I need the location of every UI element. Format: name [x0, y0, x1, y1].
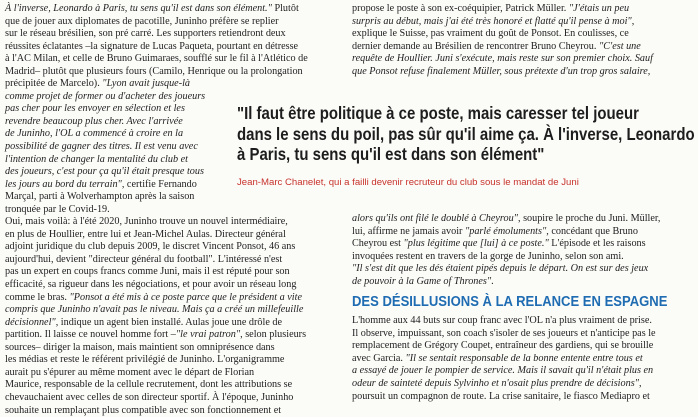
- text-line: [5, 66, 339, 79]
- text-line: [352, 66, 694, 79]
- text-line: [352, 315, 694, 328]
- text-span: comme le bras.: [5, 292, 70, 303]
- text-span: aurait pu s'épurer au même moment avec le départ de Florian: [5, 367, 254, 378]
- text-span: remplacement de Grégory Coupet, entraîneur des gardiens, qui se brouille: [352, 340, 653, 351]
- text-span: Il observe, impuissant, son coach s'isoler de ses joueurs et n'anticipe pas le: [352, 328, 656, 339]
- text-span: souhaite un remplaçant plus compatible avec son fonctionnement et: [5, 405, 281, 416]
- text-line: [5, 28, 339, 41]
- text-span: , selon plusieurs: [240, 329, 306, 340]
- text-line: [5, 354, 339, 367]
- text-line: [352, 263, 694, 276]
- text-span: , certifie Fernando: [122, 179, 197, 190]
- pull-quote: [229, 101, 694, 207]
- text-line: [352, 365, 694, 378]
- right-column-top: [352, 3, 694, 78]
- text-line: [5, 254, 339, 267]
- quote-span: surpris au début, mais j'ai été très honoré et flatté qu'il pense à moi": [352, 16, 632, 27]
- text-line: [5, 392, 339, 405]
- quote-span: "le vrai patron": [176, 329, 240, 340]
- text-span: avec Garcia.: [352, 353, 405, 364]
- text-line: [352, 328, 694, 341]
- text-span: réussites éclatantes –la signature de Lucas Paqueta, pourtant en détresse: [5, 41, 298, 52]
- text-line: [5, 16, 339, 29]
- text-line: [5, 279, 339, 292]
- quote-span: les jours au bord du terrain": [5, 179, 122, 190]
- text-line: [352, 276, 694, 289]
- text-line: [5, 3, 339, 16]
- text-line: [5, 367, 339, 380]
- quote-span: À l'inverse, Leonardo à Paris, tu sens qu'il est dans son élément.": [5, 3, 272, 14]
- text-span: partition. Il laisse ce nouvel homme fort –: [5, 329, 176, 340]
- text-line: [5, 53, 339, 66]
- quote-span: alors qu'ils ont filé le doublé à Cheyrou": [352, 213, 518, 224]
- text-span: efficacité, sa rigueur dans les négociations, et pour avoir un réseau long: [5, 279, 296, 290]
- text-line: [5, 241, 339, 254]
- text-span: les médias et reste le référent privilégié de Juninho. L'organigramme: [5, 354, 284, 365]
- text-line: [352, 378, 694, 391]
- text-span: Maurice, responsable de la cellule recrutement, dont les attributions se: [5, 379, 292, 390]
- quote-span: "plus légitime que [lui] à ce poste.": [404, 238, 549, 249]
- text-line: [352, 16, 694, 29]
- right-column-bottom: [352, 213, 694, 403]
- text-span: sources– diriger la maison, mais maintient son omniprésence dans: [5, 342, 275, 353]
- text-line: [352, 391, 694, 404]
- text-line: [5, 379, 339, 392]
- quote-span: "Ponsot a été mis à ce poste parce que le président a vite: [70, 292, 303, 303]
- text-line: [352, 213, 694, 226]
- text-span: invoquées restent en travers de la gorge de Juninho, selon son ami.: [352, 251, 624, 262]
- text-span: Plutôt: [272, 3, 299, 14]
- quote-span: "Il s'est dit que les dés étaient pipés depuis le départ. On est sur des jeux: [352, 263, 648, 274]
- text-line: [352, 41, 694, 54]
- text-line: [5, 292, 339, 305]
- text-span: à l'AC Milan, et celle de Bruno Guimaraes, soufflé sur le fil à l'Atlético de: [5, 53, 308, 64]
- text-span: aujourd'hui, devient "directeur général du football". L'intéressé n'est: [5, 254, 282, 265]
- text-line: [352, 28, 694, 41]
- quote-span: compris que Juninho n'avait pas le niveau. Mais ça a créé un millefeuille: [5, 304, 303, 315]
- text-span: sur le réseau brésilien, son pré carré. Les supporters retiendront deux: [5, 28, 286, 39]
- text-span: Oui, mais voilà: à l'été 2020, Juninho trouve un nouvel intermédiaire,: [5, 216, 288, 227]
- text-span: , indique un agent bien installé. Aulas joue une drôle de: [56, 317, 282, 328]
- text-line: [5, 405, 339, 417]
- pull-quote-credit: Jean-Marc Chanelet, qui a failli devenir recruteur du club sous le mandat de Juni: [237, 177, 579, 188]
- text-line: [352, 340, 694, 353]
- text-line: [352, 353, 694, 366]
- text-line: [352, 53, 694, 66]
- quote-span: que Ponsot refuse finalement Müller, sous prétexte d'un trop gros salaire,: [352, 66, 650, 77]
- text-line: [5, 78, 339, 91]
- text-span: , soupire le proche du Juni. Müller,: [518, 213, 660, 224]
- quote-span: "C'est une: [599, 41, 641, 52]
- text-line: [5, 342, 339, 355]
- pull-quote-text: [237, 103, 628, 165]
- text-span: explique le Suisse, pas vraiment du goût de Ponsot. En coulisses, ce: [352, 28, 629, 39]
- text-span: lui, affirme ne jamais avoir: [352, 226, 465, 237]
- quote-span: a essayé de jouer le pompier de service. Mais il savait qu'il n'était plus en: [352, 365, 653, 376]
- quote-span: des joueurs, c'est pour ça qu'il était presque tous: [5, 166, 204, 177]
- text-span: adjoint juridique du club depuis 2009, le discret Vincent Ponsot, 46 ans: [5, 241, 295, 252]
- pull-quote-line: "Il faut être politique à ce poste, mais caresser tel joueur: [237, 103, 628, 124]
- text-span: poursuit un compagnon de route. La crise sanitaire, le fiasco Mediapro et: [352, 391, 650, 402]
- right-column-text-after: [352, 315, 694, 403]
- quote-span: décisionnel": [5, 317, 56, 328]
- quote-span: "Il se sentait responsable de la bonne entente entre tous et: [405, 353, 642, 364]
- quote-span: revendre beaucoup plus cher. Avec l'arrivée: [5, 116, 183, 127]
- text-span: que de jouer aux diplomates de pacotille, Juninho préfère se replier: [5, 16, 279, 27]
- pull-quote-line: dans le sens du poil, pas sûr qu'il aime ça. À l'inverse, Leonardo: [237, 124, 628, 145]
- text-span: tronquée par le Covid-19.: [5, 204, 110, 215]
- text-line: [5, 266, 339, 279]
- quote-span: de pouvoir à la Game of Thrones": [352, 276, 491, 287]
- text-span: ,: [632, 16, 635, 27]
- text-span: , concédant que Bruno: [546, 226, 638, 237]
- text-span: chevauchaient avec celles de son directeur sportif. À l'époque, Juninho: [5, 392, 293, 403]
- quote-span: requête de Houllier. Juni s'exécute, mais reste sur son premier choix. Sauf: [352, 53, 653, 64]
- section-title: DES DÉSILLUSIONS À LA RELANCE EN ESPAGNE: [352, 294, 660, 310]
- text-span: L'homme aux 44 buts sur coup franc avec l'OL n'a plus vraiment de prise.: [352, 315, 652, 326]
- text-line: [352, 3, 694, 16]
- quote-span: "J'étais un peu: [569, 3, 629, 14]
- text-line: [352, 226, 694, 239]
- text-line: [5, 329, 339, 342]
- right-column-text-before: [352, 213, 694, 288]
- text-span: Madrid– plutôt que plusieurs fours (Camilo, Henrique ou la prolongation: [5, 66, 303, 77]
- text-line: [352, 238, 694, 251]
- text-line: [5, 304, 339, 317]
- quote-span: "parlé émoluments": [465, 226, 546, 237]
- text-span: dernier demande au Brésilien de rencontrer Bruno Cheyrou.: [352, 41, 599, 52]
- text-span: précipitée de Marcelo).: [5, 78, 102, 89]
- quote-span: de Juninho, l'OL a commencé à croire en la: [5, 128, 183, 139]
- quote-span: l'intention de changer la mentalité du club et: [5, 154, 188, 165]
- text-span: Marçal, parti à Wolverhampton après la saison: [5, 191, 194, 202]
- quote-span: possibilité de gagner des titres. Il est venu avec: [5, 141, 198, 152]
- text-span: L'épisode et les raisons: [549, 238, 646, 249]
- text-span: en plus de Houllier, entre lui et Jean-Michel Aulas. Directeur général: [5, 229, 286, 240]
- quote-span: pas cher pour les envoyer en sélection et les: [5, 103, 185, 114]
- text-span: ,: [639, 378, 642, 389]
- text-span: .: [491, 276, 494, 287]
- text-line: [352, 251, 694, 264]
- left-column: [5, 3, 339, 417]
- text-line: [5, 216, 339, 229]
- pull-quote-line: à Paris, tu sens qu'il est dans son élément": [237, 144, 628, 165]
- text-line: [5, 317, 339, 330]
- quote-span: "Lyon avait jusque-là: [102, 78, 190, 89]
- text-span: pas un expert en coups francs comme Juni, mais il est réputé pour son: [5, 266, 290, 277]
- quote-span: comme projet de former ou d'acheter des joueurs: [5, 91, 205, 102]
- quote-span: odeur de sainteté depuis Sylvinho et n'osait plus prendre de décisions": [352, 378, 639, 389]
- text-line: [5, 41, 339, 54]
- text-line: [5, 229, 339, 242]
- text-span: propose le poste à son ex-coéquipier, Patrick Müller.: [352, 3, 569, 14]
- text-span: Cheyrou est: [352, 238, 404, 249]
